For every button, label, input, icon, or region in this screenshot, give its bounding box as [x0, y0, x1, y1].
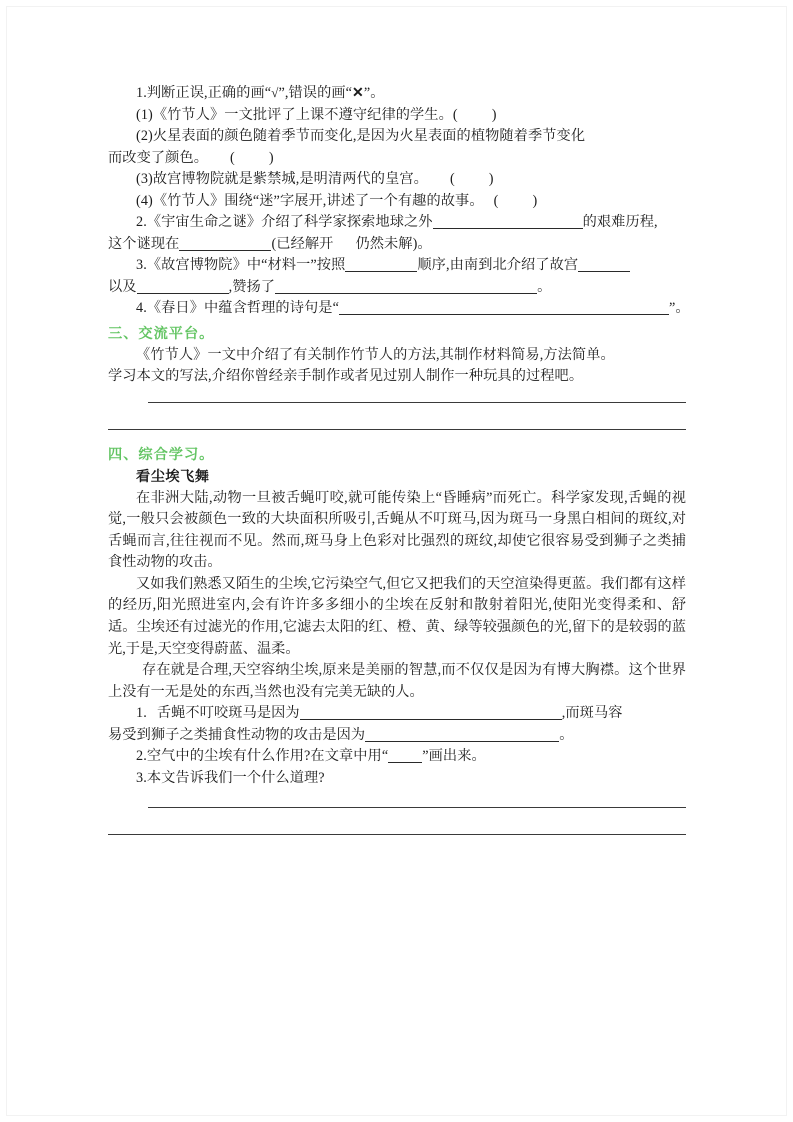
exercise-one-instruction-mid: ”,错误的画“ [278, 85, 353, 101]
item-close-paren: ) [491, 106, 497, 123]
question-seg1: 空气中的尘埃有什么作用?在文章中用“ [146, 748, 389, 765]
item-text-cont: 而改变了颜色。 [108, 149, 209, 166]
fill-blank[interactable] [388, 747, 422, 763]
exercise-one-instruction-text: 判断正误,正确的画“ [146, 85, 272, 101]
item-text: 火星表面的颜色随着季节而变化,是因为火星表面的植物随着季节变化 [152, 128, 586, 144]
exercise-one-number: 1. [136, 85, 147, 101]
item-number: (2) [136, 128, 153, 144]
exercise-two-seg3: 这个谜现在 [108, 235, 180, 252]
item-open-paren: ( [230, 149, 235, 166]
exercise-four-number: 4. [136, 300, 147, 316]
exercise-two-line1 [108, 212, 686, 234]
section-four-paragraph-2: 又如我们熟悉又陌生的尘埃,它污染空气,但它又把我们的天空渲染得更蓝。我们都有这样的经历,阳光照进室内,会有许许多多细小的尘埃在反射和散射着阳光,使阳光变得柔和、舒适。尘埃还有过滤光的作用,它滤去太阳的红、橙、黄、绿等较强颜色的光,留下的是较弱的蓝光,于是,天空变得蔚蓝、温柔。 [108, 575, 686, 657]
fill-blank[interactable] [365, 726, 559, 742]
exercise-one-item-2-line1 [108, 126, 686, 148]
item-text: 《竹节人》围绕“迷”字展开,讲述了一个有趣的故事。 [152, 192, 484, 209]
exercise-one-instruction-end: ”。 [363, 85, 385, 101]
question-seg1: 舌蝇不叮咬斑马是因为 [156, 705, 300, 722]
section-three-paragraph-line1: 《竹节人》一文中介绍了有关制作竹节人的方法,其制作材料简易,方法简单。 [136, 346, 615, 363]
exercise-four-seg2: ”。 [668, 300, 690, 316]
cross-icon: ✕ [352, 86, 364, 101]
fill-blank[interactable] [179, 235, 271, 251]
exercise-four-line [108, 298, 690, 320]
worksheet-content [108, 82, 690, 835]
exercise-three-line1 [108, 255, 686, 277]
exercise-three-seg5: 。 [537, 278, 552, 295]
exercise-one-item-2-line2 [108, 148, 686, 170]
exercise-one-item-1 [108, 105, 686, 127]
item-number: (1) [136, 106, 153, 123]
item-number: (4) [136, 192, 153, 209]
section-three-paragraph-line2: 学习本文的写法,介绍你曾经亲手制作或者见过别人制作一种玩具的过程吧。 [108, 368, 584, 384]
section-three-heading: 三、交流平台。 [108, 325, 215, 342]
exercise-three-seg3: 以及 [108, 278, 137, 295]
exercise-two-line2 [108, 234, 686, 256]
section-four-question-2 [108, 746, 686, 768]
item-number: (3) [136, 171, 153, 187]
section-four-question-3 [108, 768, 686, 790]
exercise-three-number: 3. [136, 257, 147, 273]
fill-blank[interactable] [137, 278, 229, 294]
section-four-subtitle: 看尘埃飞舞 [136, 468, 210, 485]
section-four-question-1-line2 [108, 725, 686, 747]
question-number: 2. [136, 748, 147, 765]
fill-blank[interactable] [275, 278, 537, 294]
question-seg2: ,而斑马容 [561, 705, 623, 722]
section-four-paragraph-1: 在非洲大陆,动物一旦被舌蝇叮咬,就可能传染上“昏睡病”而死亡。科学家发现,舌蝇的视觉,一般只会被颜色一致的大块面积所吸引,舌蝇从不叮斑马,因为斑马一身黑白相间的斑纹,对舌蝇而言,往往视而不见。然而,斑马身上色彩对比强烈的斑纹,却使它很容易受到狮子之类捕食性动物的攻击。 [108, 489, 686, 571]
question-seg1: 本文告诉我们一个什么道理? [146, 769, 325, 786]
exercise-one-item-4 [108, 191, 686, 213]
exercise-one-item-3 [108, 169, 686, 191]
tick-icon: √ [271, 85, 279, 100]
section-four-question-1-line1 [108, 703, 686, 725]
fill-blank[interactable] [578, 256, 630, 272]
exercise-three-seg1: 《故宫博物院》中“材料一”按照 [146, 257, 346, 273]
section-four-paragraph-3: 存在就是合理,天空容纳尘埃,原来是美丽的智慧,而不仅仅是因为有博大胸襟。这个世界上没有一无是处的东西,当然也没有完美无缺的人。 [108, 662, 686, 700]
item-open-paren: ( [449, 171, 455, 187]
question-number: 3. [136, 769, 147, 786]
exercise-three-line2 [108, 277, 686, 299]
exercise-two-seg5: 仍然未解)。 [355, 235, 432, 252]
answer-line[interactable] [148, 807, 686, 808]
exercise-three-seg2: 顺序,由南到北介绍了故宫 [417, 257, 579, 273]
exercise-one-instruction [108, 82, 686, 105]
answer-line[interactable] [108, 429, 686, 430]
exercise-two-seg2: 的艰难历程, [582, 214, 658, 230]
item-close-paren: ) [488, 171, 494, 187]
exercise-two-seg4: (已经解开 [271, 235, 334, 252]
section-four-heading: 四、综合学习。 [108, 446, 215, 463]
answer-line[interactable] [148, 402, 686, 403]
item-text: 《竹节人》一文批评了上课不遵守纪律的学生。( [152, 106, 458, 123]
fill-blank[interactable] [339, 299, 669, 315]
exercise-two-number: 2. [136, 214, 147, 230]
exercise-two-seg1: 《宇宙生命之谜》介绍了科学家探索地球之外 [146, 214, 433, 230]
exercise-four-seg1: 《春日》中蕴含哲理的诗句是“ [146, 300, 339, 316]
question-seg3: 易受到狮子之类捕食性动物的攻击是因为 [108, 726, 366, 743]
item-close-paren: ) [532, 192, 538, 209]
item-open-paren: ( [493, 192, 499, 209]
fill-blank[interactable] [345, 256, 417, 272]
question-seg2: ”画出来。 [422, 748, 486, 765]
fill-blank[interactable] [433, 213, 583, 229]
question-seg4: 。 [559, 726, 574, 743]
answer-line[interactable] [108, 834, 686, 835]
item-close-paren: ) [268, 149, 274, 166]
fill-blank[interactable] [300, 704, 562, 720]
exercise-three-seg4: ,赞扬了 [228, 278, 276, 295]
question-number: 1. [136, 705, 147, 722]
item-text: 故宫博物院就是紫禁城,是明清两代的皇宫。 [152, 171, 428, 187]
